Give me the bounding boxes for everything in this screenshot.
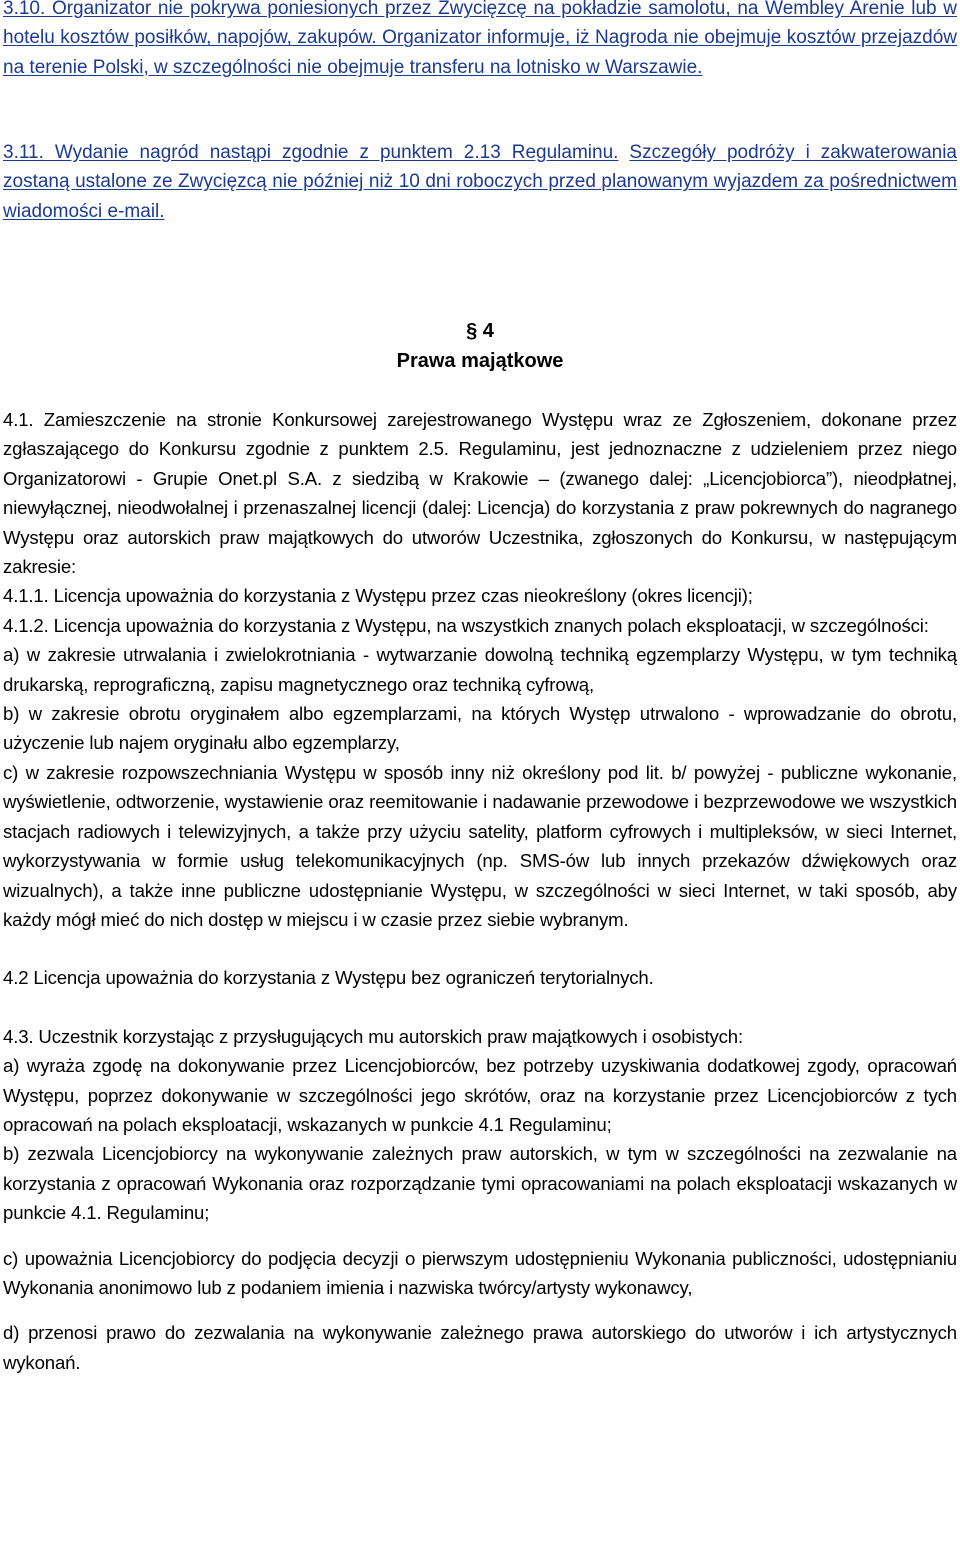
section-title: Prawa majątkowe	[396, 350, 564, 372]
paragraph-4-3-b: b) zezwala Licencjobiorcy na wykonywanie zależnych praw autorskich, w tym w szczególności na zezwalanie na korzystania z opracowań Wykonania oraz rozporządzanie tymi opracowaniami na polach eksploatacji wskazanych w punkcie 4.1. Regulaminu;	[3, 1143, 957, 1224]
paragraph-4-3-a: a) wyraża zgodę na dokonywanie przez Licencjobiorców, bez potrzeby uzyskiwania dodatkowej zgody, opracowań Występu, poprzez dokonywanie w szczególności jego skrótów, oraz na korzystanie przez Licencjobiorców z tych opracowań na polach eksploatacji, wskazanych w punkcie 4.1 Regulaminu;	[3, 1055, 957, 1135]
section-number: § 4	[466, 320, 494, 342]
paragraph-4-1-2-b: b) w zakresie obrotu oryginałem albo egzemplarzami, na których Występ utrwalono - wprowadzanie do obrotu, użyczenie lub najem oryginału albo egzemplarzy,	[3, 703, 957, 754]
paragraph-3-11-lead: 3.11. Wydanie nagród nastąpi zgodnie z punktem 2.13 Regulaminu.	[3, 142, 619, 163]
paragraph-4-3: 4.3. Uczestnik korzystając z przysługujących mu autorskich praw majątkowych i osobistych:	[3, 1025, 743, 1047]
paragraph-3-11-details: Szczegóły podróży i zakwaterowania zostaną ustalone ze Zwycięzcą nie później niż 10 dni roboczych przed planowanym wyjazdem za pośrednictwem wiadomości e-mail.	[3, 142, 958, 222]
paragraph-4-3-d: d) przenosi prawo do zezwalania na wykonywanie zależnego prawa autorskiego do utworów i ich artystycznych wykonań.	[3, 1322, 957, 1373]
paragraph-4-3-c: c) upoważnia Licencjobiorcy do podjęcia decyzji o pierwszym udostępnieniu Wykonania publiczności, udostępnianiu Wykonania anonimowo lub z podaniem imienia i nazwiska twórcy/artysty wykonawcy,	[3, 1247, 957, 1298]
paragraph-4-2: 4.2 Licencja upoważnia do korzystania z Występu bez ograniczeń terytorialnych.	[3, 967, 654, 989]
section-4-body	[3, 405, 957, 1377]
paragraph-4-1-2-a: a) w zakresie utrwalania i zwielokrotniania - wytwarzanie dowolną techniką egzemplarzy Występu, w tym techniką drukarską, reprograficzną, zapisu magnetycznego oraz techniką cyfrową,	[3, 644, 957, 695]
paragraph-4-1: 4.1. Zamieszczenie na stronie Konkursowej zarejestrowanego Występu wraz ze Zgłoszeniem, dokonane przez zgłaszającego do Konkursu zgodnie z punktem 2.5. Regulaminu, jest jednoznaczne z udzieleniem przez niego Organizatorowi - Grupie Onet.pl S.A. z siedzibą w Krakowie – (zwanego dalej: „Licencjobiorca”), nieodpłatnej, niewyłącznej, nieodwołalnej i przenaszalnej licencji (dalej: Licencja) do korzystania z praw pokrewnych do nagranego Występu oraz autorskich praw majątkowych do utworów Uczestnika, zgłoszonych do Konkursu, w następującym zakresie:	[3, 409, 957, 578]
paragraph-4-1-2-c: c) w zakresie rozpowszechniania Występu w sposób inny niż określony pod lit. b/ powyżej - publiczne wykonanie, wyświetlenie, odtworzenie, wystawienie oraz reemitowanie i nadawanie przewodowe i bezprzewodowe we wszystkich stacjach radiowych i telewizyjnych, a także przy użyciu satelity, platform cyfrowych i multipleksów, w sieci Internet, wykorzystywania w formie usług telekomunikacyjnych (np. SMS-ów lub innych przekazów dźwiękowych oraz wizualnych), a także inne publiczne udostępnianie Występu, w szczególności w sieci Internet, w taki sposób, aby każdy mógł mieć do nich dostęp w miejscu i w czasie przez siebie wybranym.	[3, 761, 957, 930]
paragraph-4-1-2: 4.1.2. Licencja upoważnia do korzystania z Występu, na wszystkich znanych polach eksploatacji, w szczególności:	[3, 614, 929, 636]
section-4-heading	[3, 316, 957, 376]
paragraph-3-10: 3.10. Organizator nie pokrywa poniesionych przez Zwycięzcę na pokładzie samolotu, na Wembley Arenie lub w hotelu kosztów posiłków, napojów, zakupów. Organizator informuje, iż Nagroda nie obejmuje kosztów przejazdów na terenie Polski, w szczególności nie obejmuje transferu na lotnisko w Warszawie.	[3, 0, 957, 78]
paragraph-3-11	[3, 138, 957, 226]
paragraph-4-1-1: 4.1.1. Licencja upoważnia do korzystania z Występu przez czas nieokreślony (okres licencji);	[3, 585, 753, 607]
